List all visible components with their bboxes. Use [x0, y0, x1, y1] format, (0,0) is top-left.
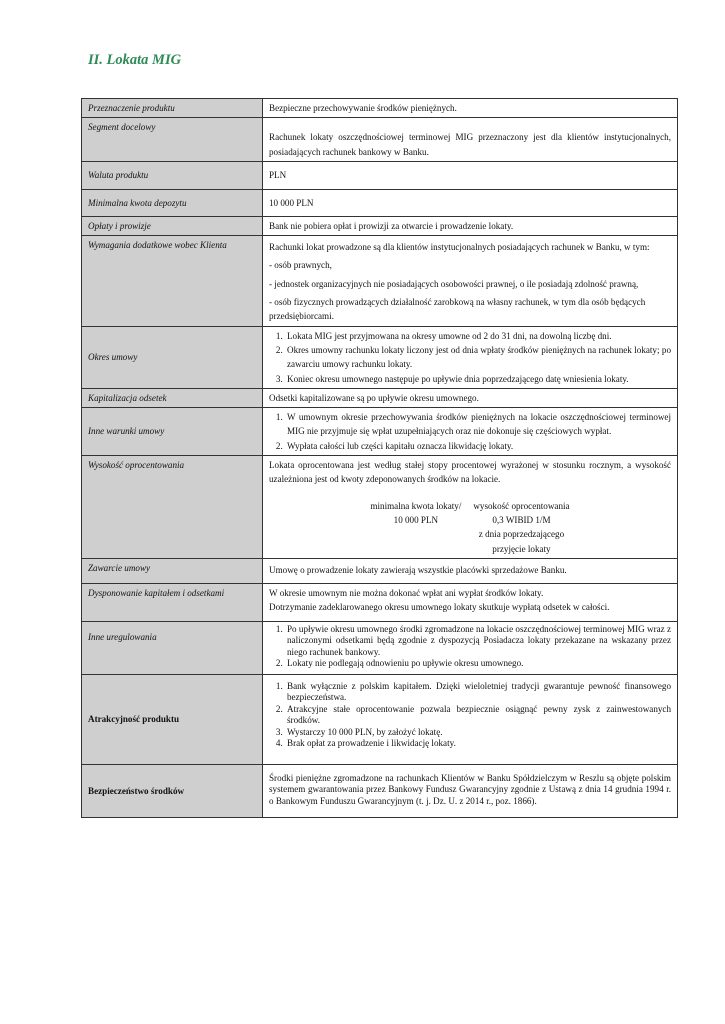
page-title: II. Lokata MIG	[88, 52, 182, 68]
segment-text: Rachunek lokaty oszczędnościowej terminowej MIG przeznaczony jest dla klientów instytucjonalnych, posiadających rachunek bankowy w Banku.	[269, 132, 671, 157]
bezpieczenstwo-text: Środki pieniężne zgromadzone na rachunkach Klientów w Banku Spółdzielczym w Reszlu są objęte polskim systemem gwarantowania przez Bankowy Fundusz Gwarancyjny zgodnie z Ustawą z dnia 14 grudnia 1994 r. o Bankowym Funduszu Gwarancyjnym (t. j. Dz. U. z 2014 r., poz. 1866).	[269, 772, 671, 806]
row-wysokosc	[82, 456, 678, 559]
row-label: Waluta produktu	[82, 161, 263, 189]
list-item: - osób fizycznych prowadzących działalność zarobkową na własny rachunek, w tym dla osób będących przedsiębiorcami.	[269, 297, 646, 322]
row-przeznaczenie	[82, 99, 678, 118]
row-value	[263, 118, 678, 162]
row-value	[263, 674, 678, 764]
row-value: 10 000 PLN	[263, 189, 678, 216]
list-item: 2. Atrakcyjne stałe oprocentowanie pozwala bezpiecznie osiągnąć pewny zysk z zainwestowanych środków.	[285, 704, 671, 727]
rate-percent-note: przyjęcie lokaty	[492, 543, 551, 554]
row-value: Umowę o prowadzenie lokaty zawierają wszystkie placówki sprzedażowe Banku.	[263, 558, 678, 583]
rate-percent-header: wysokość oprocentowania	[473, 500, 570, 511]
row-value: Bank nie pobiera opłat i prowizji za otwarcie i prowadzenie lokaty.	[263, 216, 678, 235]
list-item: 1. W umownym okresie przechowywania środków pieniężnych na lokacie oszczędnościowej terminowej MIG nie przyjmuje się wpłat uzupełniających oraz nie dokonuje się częściowych wypłat.	[285, 410, 671, 439]
row-okres	[82, 326, 678, 388]
row-label: Wysokość oprocentowania	[82, 456, 263, 559]
row-value	[263, 408, 678, 456]
list-item: - jednostek organizacyjnych nie posiadających osobowości prawnej, o ile posiadają zdolność prawną,	[269, 278, 639, 289]
list-item: 2. Wypłata całości lub części kapitału oznacza likwidację lokaty.	[285, 439, 671, 453]
row-label: Dysponowanie kapitałem i odsetkami	[82, 584, 263, 622]
row-label: Segment docelowy	[82, 118, 263, 162]
row-zawarcie	[82, 558, 678, 583]
dysponowanie-line: Dotrzymanie zadeklarowanego okresu umownego lokaty skutkuje wypłatą odsetek w całości.	[269, 602, 610, 613]
row-bezpieczenstwo	[82, 764, 678, 818]
list-item: 2. Lokaty nie podlegają odnowieniu po upływie okresu umownego.	[285, 658, 671, 670]
rate-percent-note: z dnia poprzedzającego	[478, 529, 565, 540]
row-label: Przeznaczenie produktu	[82, 99, 263, 118]
row-dysponowanie	[82, 584, 678, 622]
rate-amount-header: minimalna kwota lokaty/	[370, 500, 462, 511]
wysokosc-text: Lokata oprocentowana jest według stałej stopy procentowej wyrażonej w stosunku rocznym, a wysokość uzależniona jest od kwoty zdeponowanych środków na lokacie.	[269, 460, 671, 485]
rate-percent-value: 0,3 WIBID 1/M	[492, 514, 551, 525]
row-value	[263, 326, 678, 388]
row-kapitalizacja	[82, 388, 678, 407]
rate-table	[269, 499, 671, 556]
row-value	[263, 584, 678, 622]
list-item: 1. Lokata MIG jest przyjmowana na okresy umowne od 2 do 31 dni, na dowolną liczbę dni.	[285, 329, 671, 343]
row-inne-uregulowania	[82, 621, 678, 674]
list-item: 4. Brak opłat za prowadzenie i likwidację lokaty.	[285, 738, 671, 750]
list-item: 2. Okres umowny rachunku lokaty liczony jest od dnia wpłaty środków pieniężnych na rachunek lokaty; po zawarciu umowy rachunku lokaty.	[285, 343, 671, 372]
row-value: PLN	[263, 161, 678, 189]
atrakcyjnosc-list	[269, 681, 671, 750]
row-label: Atrakcyjność produktu	[82, 674, 263, 764]
row-label: Zawarcie umowy	[82, 558, 263, 583]
row-label: Okres umowy	[82, 326, 263, 388]
rate-amount-value: 10 000 PLN	[393, 514, 439, 525]
dysponowanie-line: W okresie umownym nie można dokonać wpłat ani wypłat środków lokaty.	[269, 588, 544, 599]
okres-list	[269, 329, 671, 386]
list-item: - osób prawnych,	[269, 260, 332, 271]
rate-percent-column	[473, 499, 569, 556]
row-waluta	[82, 161, 678, 189]
row-label: Wymagania dodatkowe wobec Klienta	[82, 236, 263, 326]
row-value	[263, 456, 678, 559]
list-item: 1. Po upływie okresu umownego środki zgromadzone na lokacie oszczędnościowej terminowej MIG wraz z naliczonymi odsetkami będą zgodnie z dyspozycją Posiadacza lokaty przekazane na wskazany przez niego rachunek bankowy.	[285, 624, 671, 659]
row-inne-warunki	[82, 408, 678, 456]
row-segment	[82, 118, 678, 162]
rate-amount-column	[370, 499, 461, 556]
product-spec-table	[81, 98, 678, 818]
row-label: Bezpieczeństwo środków	[82, 764, 263, 818]
row-label: Kapitalizacja odsetek	[82, 388, 263, 407]
inne-uregulowania-list	[269, 624, 671, 670]
wymagania-intro: Rachunki lokat prowadzone są dla klientów instytucjonalnych posiadających rachunek w Banku, w tym:	[269, 242, 650, 253]
row-label: Inne warunki umowy	[82, 408, 263, 456]
row-atrakcyjnosc	[82, 674, 678, 764]
row-value: Bezpieczne przechowywanie środków pieniężnych.	[263, 99, 678, 118]
row-label: Opłaty i prowizje	[82, 216, 263, 235]
row-oplaty	[82, 216, 678, 235]
row-label: Minimalna kwota depozytu	[82, 189, 263, 216]
inne-warunki-list	[269, 410, 671, 453]
list-item: 3. Wystarczy 10 000 PLN, by założyć lokatę.	[285, 727, 671, 739]
list-item: 3. Koniec okresu umownego następuje po upływie dnia poprzedzającego datę wniesienia lokaty.	[285, 372, 671, 386]
row-minimalna-kwota	[82, 189, 678, 216]
list-item: 1. Bank wyłącznie z polskim kapitałem. Dzięki wieloletniej tradycji gwarantuje pewność finansowego bezpieczeństwa.	[285, 681, 671, 704]
row-wymagania	[82, 236, 678, 326]
row-value: Odsetki kapitalizowane są po upływie okresu umownego.	[263, 388, 678, 407]
row-value	[263, 764, 678, 818]
row-value	[263, 621, 678, 674]
row-label: Inne uregulowania	[82, 621, 263, 674]
row-value	[263, 236, 678, 326]
